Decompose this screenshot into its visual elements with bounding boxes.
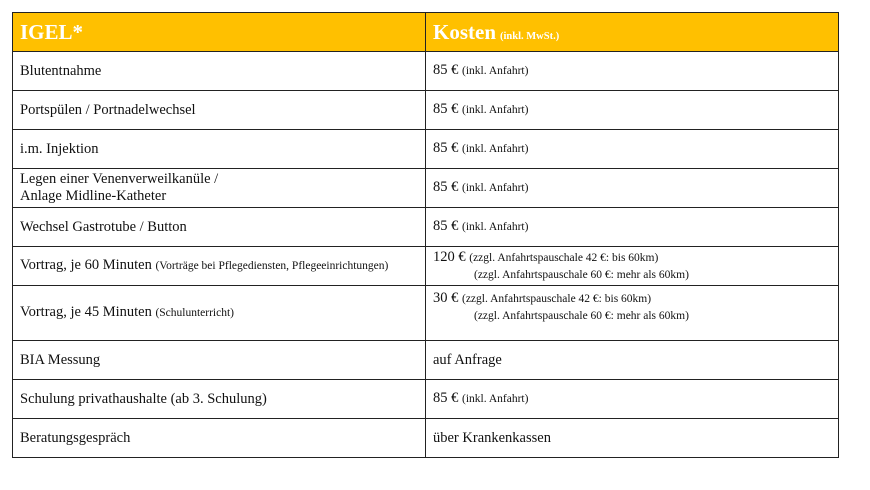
header-igel [13, 13, 426, 52]
header-kosten [426, 13, 839, 52]
service-label: Beratungsgespräch [20, 429, 131, 446]
service-label: i.m. Injektion [20, 140, 99, 157]
service-label: Schulung privathaushalte (ab 3. Schulung) [20, 390, 267, 407]
table-row [13, 169, 839, 208]
service-cell [13, 130, 426, 169]
price-value: 85 € [433, 140, 459, 156]
price-value: auf Anfrage [433, 351, 502, 368]
service-label: BIA Messung [20, 351, 101, 368]
table-row [13, 286, 839, 341]
table-row [13, 91, 839, 130]
table-row [13, 341, 839, 380]
price-value: 30 € [433, 290, 459, 306]
header-row [13, 13, 839, 52]
service-cell [13, 91, 426, 130]
price-cell [426, 341, 839, 380]
header-kosten-note: (inkl. MwSt.) [500, 30, 560, 42]
service-cell [13, 419, 426, 458]
service-cell [13, 286, 426, 341]
price-note: (inkl. Anfahrt) [462, 182, 529, 194]
price-value: 120 € [433, 249, 466, 265]
price-note: (zzgl. Anfahrtspauschale 42 €: bis 60km) [462, 293, 652, 305]
price-note-2: (zzgl. Anfahrtspauschale 60 €: mehr als 60km) [474, 310, 689, 322]
price-cell [426, 247, 839, 286]
header-kosten-label: Kosten [433, 19, 496, 44]
price-cell [426, 169, 839, 208]
price-note-2: (zzgl. Anfahrtspauschale 60 €: mehr als 60km) [474, 269, 689, 281]
service-cell [13, 247, 426, 286]
price-value: 85 € [433, 218, 459, 234]
service-label: Wechsel Gastrotube / Button [20, 218, 187, 235]
service-label: Vortrag, je 60 Minuten [20, 257, 152, 273]
service-cell [13, 52, 426, 91]
service-note: (Schulunterricht) [155, 307, 235, 319]
service-cell [13, 380, 426, 419]
price-value: 85 € [433, 101, 459, 117]
price-cell [426, 380, 839, 419]
service-cell [13, 208, 426, 247]
price-value: über Krankenkassen [433, 429, 551, 446]
price-value: 85 € [433, 390, 459, 406]
price-note: (inkl. Anfahrt) [462, 393, 529, 405]
table-row [13, 419, 839, 458]
service-cell [13, 341, 426, 380]
price-note: (inkl. Anfahrt) [462, 143, 529, 155]
price-cell [426, 208, 839, 247]
price-note: (inkl. Anfahrt) [462, 221, 529, 233]
service-label-line2: Anlage Midline-Katheter [20, 188, 167, 204]
service-label: Vortrag, je 45 Minuten [20, 304, 152, 320]
table-row [13, 208, 839, 247]
service-note: (Vorträge bei Pflegediensten, Pflegeeinrichtungen) [155, 260, 389, 272]
service-label: Portspülen / Portnadelwechsel [20, 101, 196, 118]
price-value: 85 € [433, 179, 459, 195]
price-note: (zzgl. Anfahrtspauschale 42 €: bis 60km) [469, 252, 659, 264]
service-label-line1: Legen einer Venenverweilkanüle / [20, 171, 219, 187]
service-cell [13, 169, 426, 208]
table-row [13, 380, 839, 419]
price-value: 85 € [433, 62, 459, 78]
table-row [13, 130, 839, 169]
table-row [13, 247, 839, 286]
service-label: Blutentnahme [20, 62, 102, 79]
price-cell [426, 91, 839, 130]
price-cell [426, 130, 839, 169]
price-table [12, 12, 839, 458]
price-note: (inkl. Anfahrt) [462, 104, 529, 116]
table-row [13, 52, 839, 91]
price-cell [426, 419, 839, 458]
price-cell [426, 286, 839, 341]
price-note: (inkl. Anfahrt) [462, 65, 529, 77]
header-igel-label: IGEL* [20, 19, 84, 44]
price-cell [426, 52, 839, 91]
